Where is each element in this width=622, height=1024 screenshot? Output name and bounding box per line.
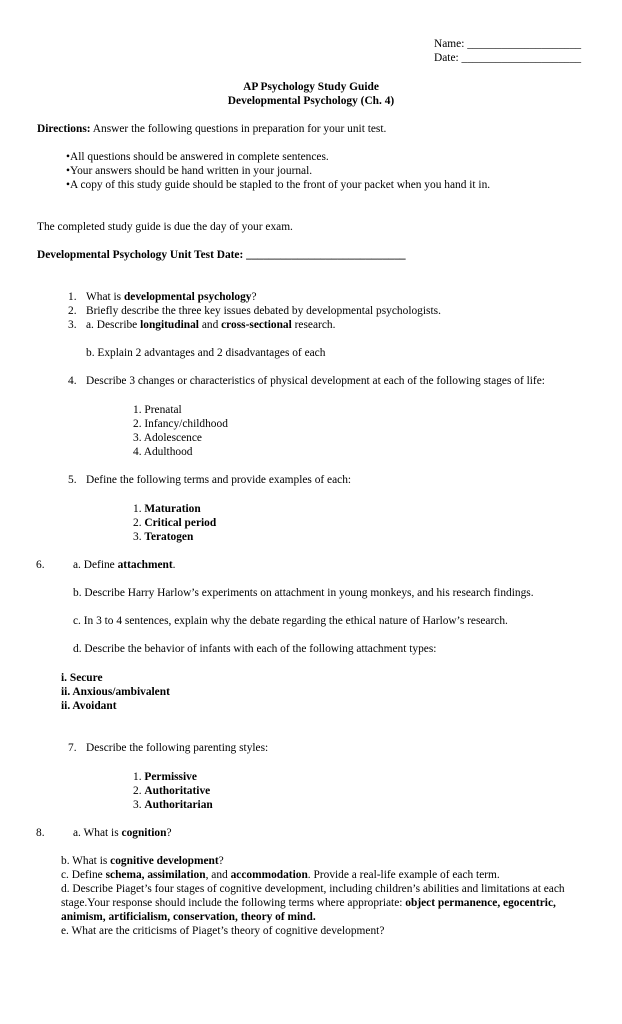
directions (37, 122, 386, 136)
question-3b: b. Explain 2 advantages and 2 disadvantages of each (86, 347, 326, 359)
question-8c: c. Define schema, assimilation, and accommodation. Provide a real-life example of each term. (61, 869, 500, 881)
due-text: The completed study guide is due the day of your exam. (37, 221, 293, 233)
page-title: AP Psychology Study Guide (243, 81, 379, 93)
question-8d: d. Describe Piaget’s four stages of cognitive development, including children’s abilities and limitations at each stage.Your response should include the following terms where appropriate: object permanence, egocentric, animism, artificialism, conservation, theory of mind. (61, 883, 565, 923)
directions-label: Directions: (37, 123, 91, 135)
question-7: Describe the following parenting styles: (86, 742, 269, 754)
list-item: 3. Adolescence (133, 432, 202, 444)
question-8-number: 8. (36, 827, 45, 839)
list-item: ii. Anxious/ambivalent (61, 686, 170, 698)
question-5: Define the following terms and provide examples of each: (86, 474, 352, 486)
date-field-line: Date: _____________________ (434, 52, 582, 64)
question-6d: d. Describe the behavior of infants with each of the following attachment types: (73, 643, 437, 655)
list-item: i. Secure (61, 672, 103, 684)
question-6a: a. Define attachment. (73, 559, 176, 571)
list-item: ii. Avoidant (61, 700, 117, 712)
question-7-number: 7. (68, 742, 77, 754)
question-4: Describe 3 changes or characteristics of physical development at each of the following stages of life: (86, 375, 545, 387)
list-item: •A copy of this study guide should be stapled to the front of your packet when you hand it in. (66, 179, 491, 191)
list-item: 4. Adulthood (133, 446, 193, 458)
bullet-icon: • (66, 165, 70, 177)
question-4-number: 4. (68, 375, 77, 387)
question-3-number: 3. (68, 319, 77, 331)
question-6-number: 6. (36, 559, 45, 571)
directions-text: Answer the following questions in preparation for your unit test. (90, 123, 387, 135)
name-field-line: Name: ____________________ (434, 38, 582, 50)
question-2-number: 2. (68, 305, 77, 317)
question-8e: e. What are the criticisms of Piaget’s theory of cognitive development? (61, 925, 385, 937)
list-item: 2. Critical period (133, 517, 217, 529)
question-1-number: 1. (68, 291, 77, 303)
list-item: 1. Permissive (133, 771, 197, 783)
list-item: 3. Authoritarian (133, 799, 213, 811)
list-item: 2. Authoritative (133, 785, 211, 797)
bullet-icon: • (66, 179, 70, 191)
question-6b: b. Describe Harry Harlow’s experiments on attachment in young monkeys, and his research findings. (73, 587, 534, 599)
list-item: 1. Prenatal (133, 404, 182, 416)
list-item: 3. Teratogen (133, 531, 194, 543)
question-1: What is developmental psychology? (86, 291, 257, 303)
question-3a: a. Describe longitudinal and cross-sectional research. (86, 319, 336, 331)
list-item: 1. Maturation (133, 503, 201, 515)
question-6c: c. In 3 to 4 sentences, explain why the debate regarding the ethical nature of Harlow’s research. (73, 615, 508, 627)
question-5-number: 5. (68, 474, 77, 486)
list-item: 2. Infancy/childhood (133, 418, 228, 430)
question-8b: b. What is cognitive development? (61, 855, 224, 867)
test-date-line: Developmental Psychology Unit Test Date: ____________________________ (37, 249, 406, 261)
list-item: •All questions should be answered in complete sentences. (66, 151, 329, 163)
question-2: Briefly describe the three key issues debated by developmental psychologists. (86, 305, 441, 317)
page-subtitle: Developmental Psychology (Ch. 4) (227, 95, 395, 107)
list-item: •Your answers should be hand written in your journal. (66, 165, 313, 177)
question-8a: a. What is cognition? (73, 827, 172, 839)
bullet-icon: • (66, 151, 70, 163)
